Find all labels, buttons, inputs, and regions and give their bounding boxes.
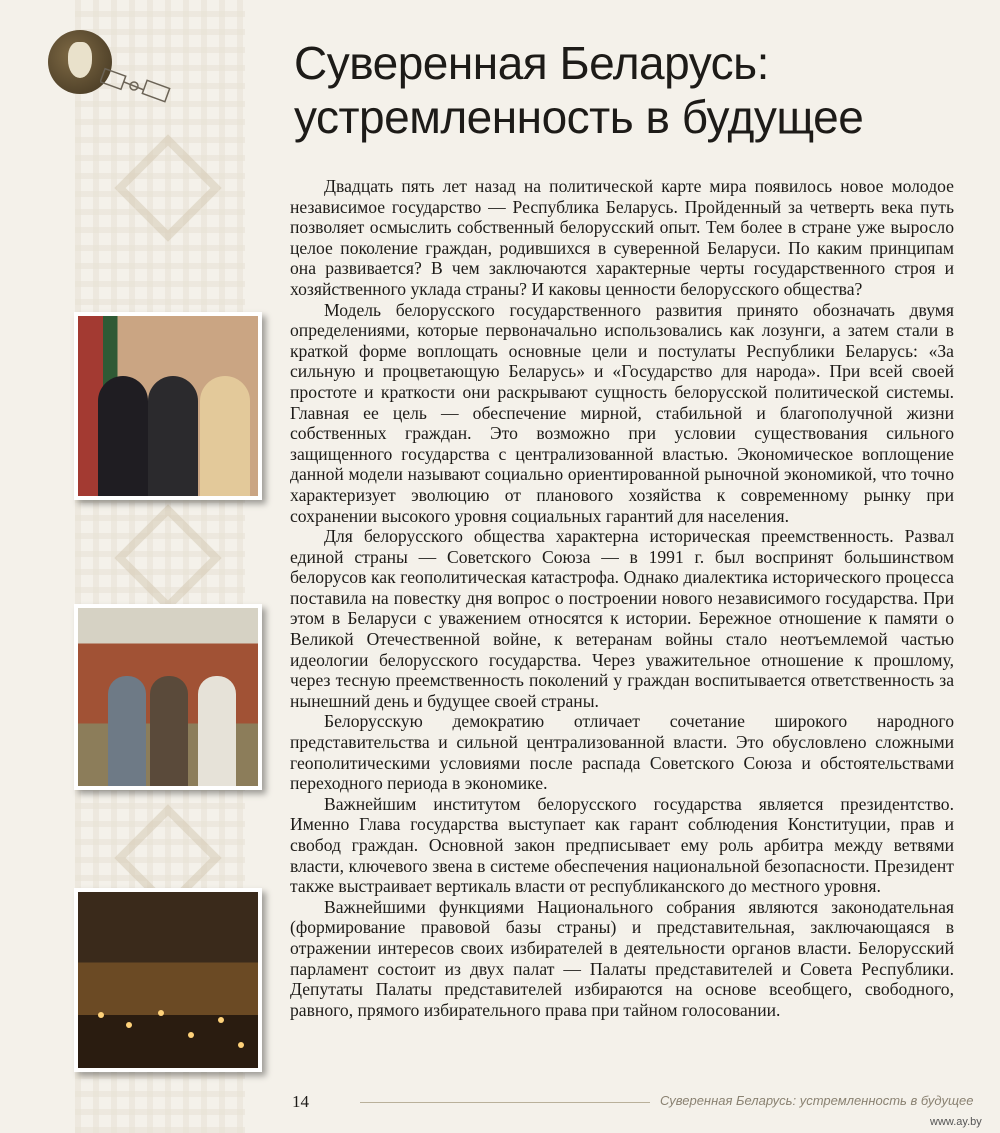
- page-number: 14: [292, 1092, 309, 1111]
- page-title: [294, 36, 954, 144]
- footer-divider: [360, 1102, 650, 1103]
- title-line-1: Суверенная Беларусь:: [294, 37, 769, 89]
- satellite-icon: [100, 66, 176, 106]
- photo-young-citizens: [74, 312, 262, 500]
- paragraph: Важнейшими функциями Национального собрания являются законодательная (формирование правовой базы страны) и представительная, заключающаяся в отражении интересов своих избирателей в деятельности органов власти. Белорусский парламент состоит из двух палат — Палаты представителей и Совета Республики. Депутаты Палаты представителей избираются на основе всеобщего, свободного, равного, прямого избирательного права при тайном голосовании.: [290, 896, 954, 1020]
- paragraph: Двадцать пять лет назад на политической карте мира появилось новое молодое независимое государство — Республика Беларусь. Пройденный за четверть века путь позволяет осмыслить собственный белорусский опыт. Тем более в стране уже выросло целое поколение граждан, родившихся в суверенной Беларуси. По каким принципам она развивается? В чем заключаются характерные черты государственного строя и хозяйственного уклада страны? И каковы ценности белорусского общества?: [290, 176, 954, 299]
- running-title: Суверенная Беларусь: устремленность в будущее: [660, 1093, 974, 1108]
- watermark: www.ay.by: [930, 1116, 982, 1128]
- photo-family-house: [74, 604, 262, 790]
- paragraph: Модель белорусского государственного развития принято обозначать двумя определениями, которые первоначально использовались как лозунги, а затем стали в краткой форме воплощать основные цели и постулаты Республики Беларусь: «За сильную и процветающую Беларусь» и «Государство для народа». При всей своей простоте и краткости они раскрывают сущность белорусской политической системы. Главная ее цель — обеспечение мирной, стабильной и благополучной жизни собственных граждан. Это возможно при условии существования сильного защищенного государства с централизованной властью. Экономическое воплощение данной модели называют социально ориентированной рыночной экономикой, что точно характеризует эволюцию от планового хозяйства к современному рынку при сохранении высокого уровня социальных гарантий для населения.: [290, 299, 954, 526]
- paragraph: Важнейшим институтом белорусского государства является президентство. Именно Глава государства выступает как гарант соблюдения Конституции, прав и свобод граждан. Основной закон предписывает ему роль арбитра между ветвями власти, ключевого звена в системе обеспечения национальной безопасности. Президент также выстраивает вертикаль власти от республиканского до местного уровня.: [290, 793, 954, 897]
- paragraph: Белорусскую демократию отличает сочетание широкого народного представительства и сильной централизованной власти. Это обусловлено сложными геополитическими условиями после распада Советского Союза и обстоятельствами переходного периода в экономике.: [290, 711, 954, 794]
- paragraph: Для белорусского общества характерна историческая преемственность. Развал единой страны — Советского Союза — в 1991 г. был воспринят большинством белорусов как геополитическая катастрофа. Однако диалектика исторического процесса поставила на повестку дня вопрос о построении нового независимого государства. При этом в Беларуси с уважением относятся к истории. Бережное отношение к памяти о Великой Отечественной войне, к ветеранам войны стало неотъемлемой частью идеологии белорусского государства. Через уважительное отношение к прошлому, через тесную преемственность поколений у граждан воспитывается ответственность за нынешний день и будущее своей страны.: [290, 526, 954, 711]
- photo-night-city: [74, 888, 262, 1072]
- article-body: [290, 176, 954, 1020]
- title-line-2: устремленность в будущее: [294, 91, 864, 143]
